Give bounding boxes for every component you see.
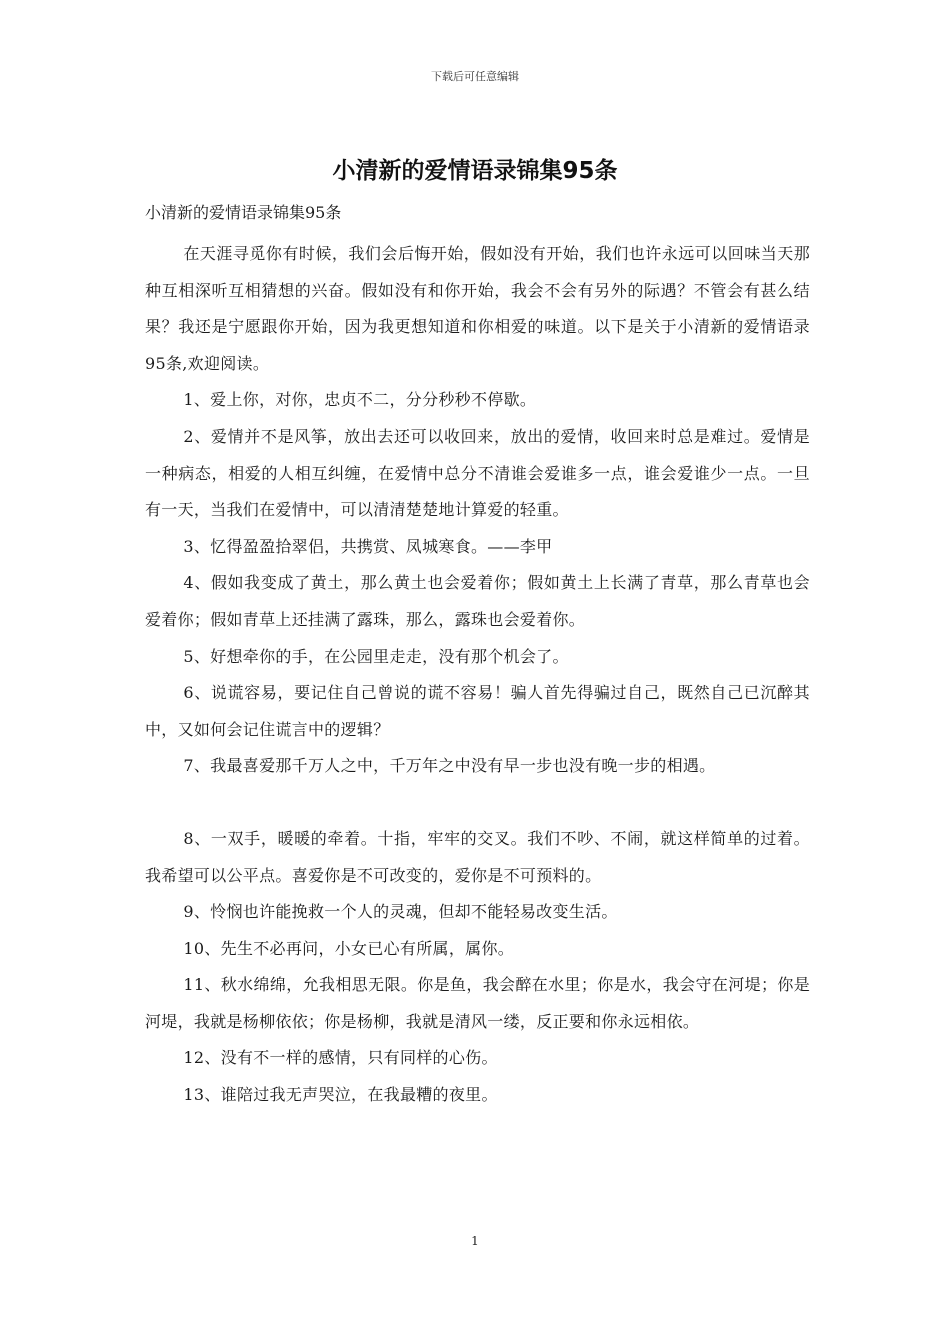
quote-paragraph: 11、秋水绵绵，允我相思无限。你是鱼，我会醉在水里；你是水，我会守在河堤；你是河堤，我就是杨柳依依；你是杨柳，我就是清风一缕，反正要和你永远相依。 bbox=[145, 975, 810, 1031]
intro-paragraph: 在天涯寻觅你有时候，我们会后悔开始，假如没有开始，我们也许永远可以回味当天那种互相深听互相猜想的兴奋。假如没有和你开始，我会不会有另外的际遇？不管会有甚么结果？我还是宁愿跟你开始，因为我更想知道和你相爱的味道。以下是关于小清新的爱情语录95条,欢迎阅读。 bbox=[145, 244, 810, 373]
quote-paragraph: 4、假如我变成了黄土，那么黄土也会爱着你；假如黄土上长满了青草，那么青草也会爱着你；假如青草上还挂满了露珠，那么，露珠也会爱着你。 bbox=[145, 573, 810, 629]
quote-paragraph: 1、爱上你，对你，忠贞不二，分分秒秒不停歇。 bbox=[183, 390, 537, 410]
document-body bbox=[145, 200, 810, 1114]
quote-paragraph: 8、一双手，暖暖的牵着。十指，牢牢的交叉。我们不吵、不闹，就这样简单的过着。我希望可以公平点。喜爱你是不可改变的，爱你是不可预料的。 bbox=[145, 828, 810, 885]
quote-paragraph: 5、好想牵你的手，在公园里走走，没有那个机会了。 bbox=[183, 646, 569, 666]
quote-paragraph: 10、先生不必再问，小女已心有所属，属你。 bbox=[183, 938, 515, 958]
page-header: 下载后可任意编辑 bbox=[431, 70, 519, 83]
quote-paragraph: 9、怜悯也许能挽救一个人的灵魂，但却不能轻易改变生活。 bbox=[183, 902, 618, 922]
quote-paragraph: 13、谁陪过我无声哭泣，在我最糟的夜里。 bbox=[183, 1085, 498, 1105]
quote-paragraph: 6、说谎容易，要记住自己曾说的谎不容易！骗人首先得骗过自己，既然自己已沉醉其中，又如何会记住谎言中的逻辑？ bbox=[145, 683, 810, 739]
document-subtitle: 小清新的爱情语录锦集95条 bbox=[145, 203, 342, 222]
quote-paragraph: 3、忆得盈盈拾翠侣，共携赏、凤城寒食。——李甲 bbox=[183, 536, 553, 556]
document-title: 小清新的爱情语录锦集95条 bbox=[332, 158, 618, 184]
quote-paragraph: 12、没有不一样的感情，只有同样的心伤。 bbox=[183, 1048, 498, 1068]
quote-paragraph: 2、爱情并不是风筝，放出去还可以收回来，放出的爱情，收回来时总是难过。爱情是一种病态，相爱的人相互纠缠，在爱情中总分不清谁会爱谁多一点，谁会爱谁少一点。一旦有一天，当我们在爱情中，可以清清楚楚地计算爱的轻重。 bbox=[145, 426, 810, 520]
quote-paragraph: 7、我最喜爱那千万人之中，千万年之中没有早一步也没有晚一步的相遇。 bbox=[183, 756, 716, 776]
page-number: 1 bbox=[471, 1234, 479, 1248]
blank-line bbox=[145, 785, 810, 821]
